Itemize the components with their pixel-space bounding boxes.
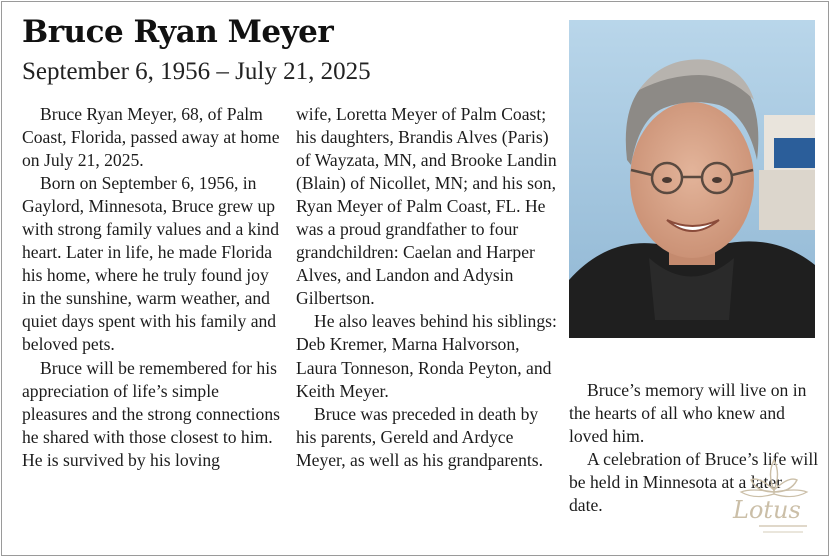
- paragraph: He also leaves behind his siblings: Deb Kremer, Marna Halvorson, Laura Tonneson, Ronda Peyton, and Keith Meyer.: [296, 311, 557, 401]
- paragraph: Bruce’s memory will live on in the hearts of all who knew and loved him.: [569, 380, 807, 447]
- paragraph: Bruce Ryan Meyer, 68, of Palm Coast, Florida, passed away at home on July 21, 2025.: [22, 104, 280, 171]
- paragraph: Born on September 6, 1956, in Gaylord, Minnesota, Bruce grew up with strong family values and a kind heart. Later in life, he made Florida his home, where he truly found joy in the sunshine, warm weather, and quiet days spent with his family and beloved pets.: [22, 173, 280, 355]
- obituary-dates: September 6, 1956 – July 21, 2025: [22, 58, 371, 85]
- paragraph: He is survived by his loving: [22, 449, 220, 470]
- text-column-2: [296, 103, 558, 472]
- lotus-logo: [729, 452, 819, 540]
- paragraph: A celebration of Bruce’s life will be held in Minnesota at a later date.: [569, 449, 819, 516]
- text-column-1: [22, 103, 284, 472]
- obituary-name: Bruce Ryan Meyer: [22, 14, 334, 50]
- paragraph: Bruce will be remembered for his appreciation of life’s simple pleasures and the strong connections he shared with those closest to him.: [22, 357, 280, 447]
- logo-wordmark: Lotus: [733, 496, 801, 524]
- paragraph: wife, Loretta Meyer of Palm Coast; his daughters, Brandis Alves (Paris) of Wayzata, MN, and Brooke Landin (Blain) of Nicollet, MN; and his son, Ryan Meyer of Palm Coast, FL. He was a proud grandfather to four grandchildren: Caelan and Harper Alves, and Landon and Adysin Gilbertson.: [296, 104, 557, 309]
- portrait-photo: [569, 20, 815, 338]
- paragraph: Bruce was preceded in death by his parents, Gereld and Ardyce Meyer, as well as his grandparents.: [296, 403, 543, 470]
